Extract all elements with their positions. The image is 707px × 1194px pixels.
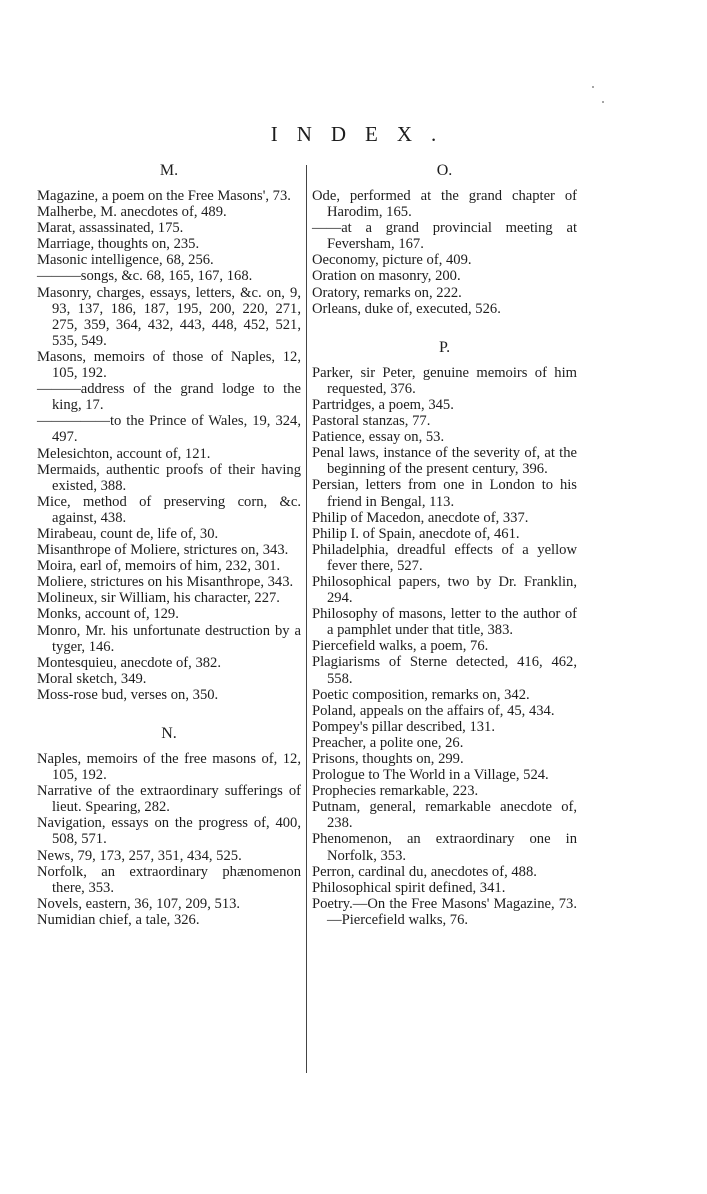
index-entry: Oeconomy, picture of, 409. [312,252,472,269]
section-heading-n: N. [161,725,177,742]
index-entry: Putnam, general, remarkable anecdote of, 238. [312,799,577,832]
index-entry: Oration on masonry, 200. [312,268,461,285]
index-entry: Masonry, charges, essays, letters, &c. on, 9, 93, 137, 186, 187, 195, 200, 220, 271, 275, 359, 364, 432, 443, 448, 452, 521, 535, 549. [37,284,301,349]
index-entry: Partridges, a poem, 345. [312,396,454,413]
index-entry: Phenomenon, an extraordinary one in Norfolk, 353. [312,831,577,864]
index-entry: Penal laws, instance of the severity of, at the beginning of the present century, 396. [312,445,577,478]
index-entry: Poetry.—On the Free Masons' Magazine, 73.—Piercefield walks, 76. [312,895,577,928]
paper-speck [602,101,604,103]
index-entry: Monro, Mr. his unfortunate destruction by a tyger, 146. [37,622,301,655]
index-entry: Piercefield walks, a poem, 76. [312,638,489,655]
page-title: INDEX. [270,122,456,146]
index-entry: ———address of the grand lodge to the king, 17. [37,381,301,414]
index-entry: Navigation, essays on the progress of, 400, 508, 571. [37,815,301,848]
index-entry: Philosophical spirit defined, 341. [312,879,506,896]
index-entry: Mirabeau, count de, life of, 30. [37,525,219,542]
index-entry: Philosophy of masons, letter to the author of a pamphlet under that title, 383. [312,606,577,639]
column-divider [306,165,307,1073]
index-entry: Marat, assassinated, 175. [37,220,184,237]
index-entry: Mice, method of preserving corn, &c. against, 438. [37,493,301,526]
index-entry: Poland, appeals on the affairs of, 45, 434. [312,702,555,719]
index-entry: Mermaids, authentic proofs of their having existed, 388. [37,461,301,494]
index-entry: ———songs, &c. 68, 165, 167, 168. [37,268,253,285]
index-entry: Masons, memoirs of those of Naples, 12, 105, 192. [37,348,301,382]
index-entry: News, 79, 173, 257, 351, 434, 525. [37,847,242,864]
index-entry: Persian, letters from one in London to his friend in Bengal, 113. [312,477,577,510]
index-entry: Moss-rose bud, verses on, 350. [37,686,219,703]
section-heading-m: M. [159,162,179,179]
index-entry: Moral sketch, 349. [37,670,147,687]
section-heading-o: O. [436,162,453,179]
index-entry: ——at a grand provincial meeting at Feversham, 167. [312,220,577,253]
index-entry: Patience, essay on, 53. [312,429,445,446]
index-entry: Moliere, strictures on his Misanthrope, 343. [37,574,294,591]
index-entry: Ode, performed at the grand chapter of Harodim, 165. [312,188,577,221]
index-entry: Numidian chief, a tale, 326. [37,911,200,928]
index-entry: Misanthrope of Moliere, strictures on, 343. [37,542,289,559]
index-entry: Perron, cardinal du, anecdotes of, 488. [312,863,537,880]
index-entry: Philosophical papers, two by Dr. Franklin, 294. [312,573,577,607]
index-entry: Norfolk, an extraordinary phænomenon there, 353. [37,863,301,896]
index-entry: Prologue to The World in a Village, 524. [312,767,549,784]
index-entry: Plagiarisms of Sterne detected, 416, 462, 558. [312,654,577,687]
index-column-right [312,160,577,928]
index-entry: Orleans, duke of, executed, 526. [312,300,501,317]
index-entry: Philadelphia, dreadful effects of a yellow fever there, 527. [312,541,577,574]
index-entry: Oratory, remarks on, 222. [312,284,462,301]
index-entry: Novels, eastern, 36, 107, 209, 513. [37,895,241,912]
index-entry: Preacher, a polite one, 26. [312,734,464,751]
index-entry: Masonic intelligence, 68, 256. [37,252,214,269]
index-entry: Philip of Macedon, anecdote of, 337. [312,509,529,526]
index-entry: Monks, account of, 129. [37,606,179,623]
section-heading-p: P. [438,338,451,356]
index-entry: Philip I. of Spain, anecdote of, 461. [312,525,520,542]
index-entry: Prophecies remarkable, 223. [312,783,479,800]
index-entry: Malherbe, M. anecdotes of, 489. [37,204,227,221]
index-entry: Pompey's pillar described, 131. [312,718,495,735]
index-entry: Parker, sir Peter, genuine memoirs of him requested, 376. [312,364,577,397]
index-entry: Molineux, sir William, his character, 227. [37,590,280,607]
index-entry: Prisons, thoughts on, 299. [312,751,464,767]
index-entry: Narrative of the extraordinary sufferings of lieut. Spearing, 282. [37,783,301,816]
index-entry: Melesichton, account of, 121. [37,445,211,462]
index-entry: Montesquieu, anecdote of, 382. [37,654,221,671]
index-entry: Moira, earl of, memoirs of him, 232, 301. [37,558,281,575]
index-entry: Pastoral stanzas, 77. [312,413,431,430]
index-column-left [37,160,301,928]
index-entry: Naples, memoirs of the free masons of, 12, 105, 192. [37,751,301,784]
index-entry: Magazine, a poem on the Free Masons', 73. [37,188,291,204]
index-entry: Poetic composition, remarks on, 342. [312,686,530,703]
index-entry: —————to the Prince of Wales, 19, 324, 497. [37,413,301,446]
paper-speck [592,86,594,88]
index-entry: Marriage, thoughts on, 235. [37,236,200,253]
